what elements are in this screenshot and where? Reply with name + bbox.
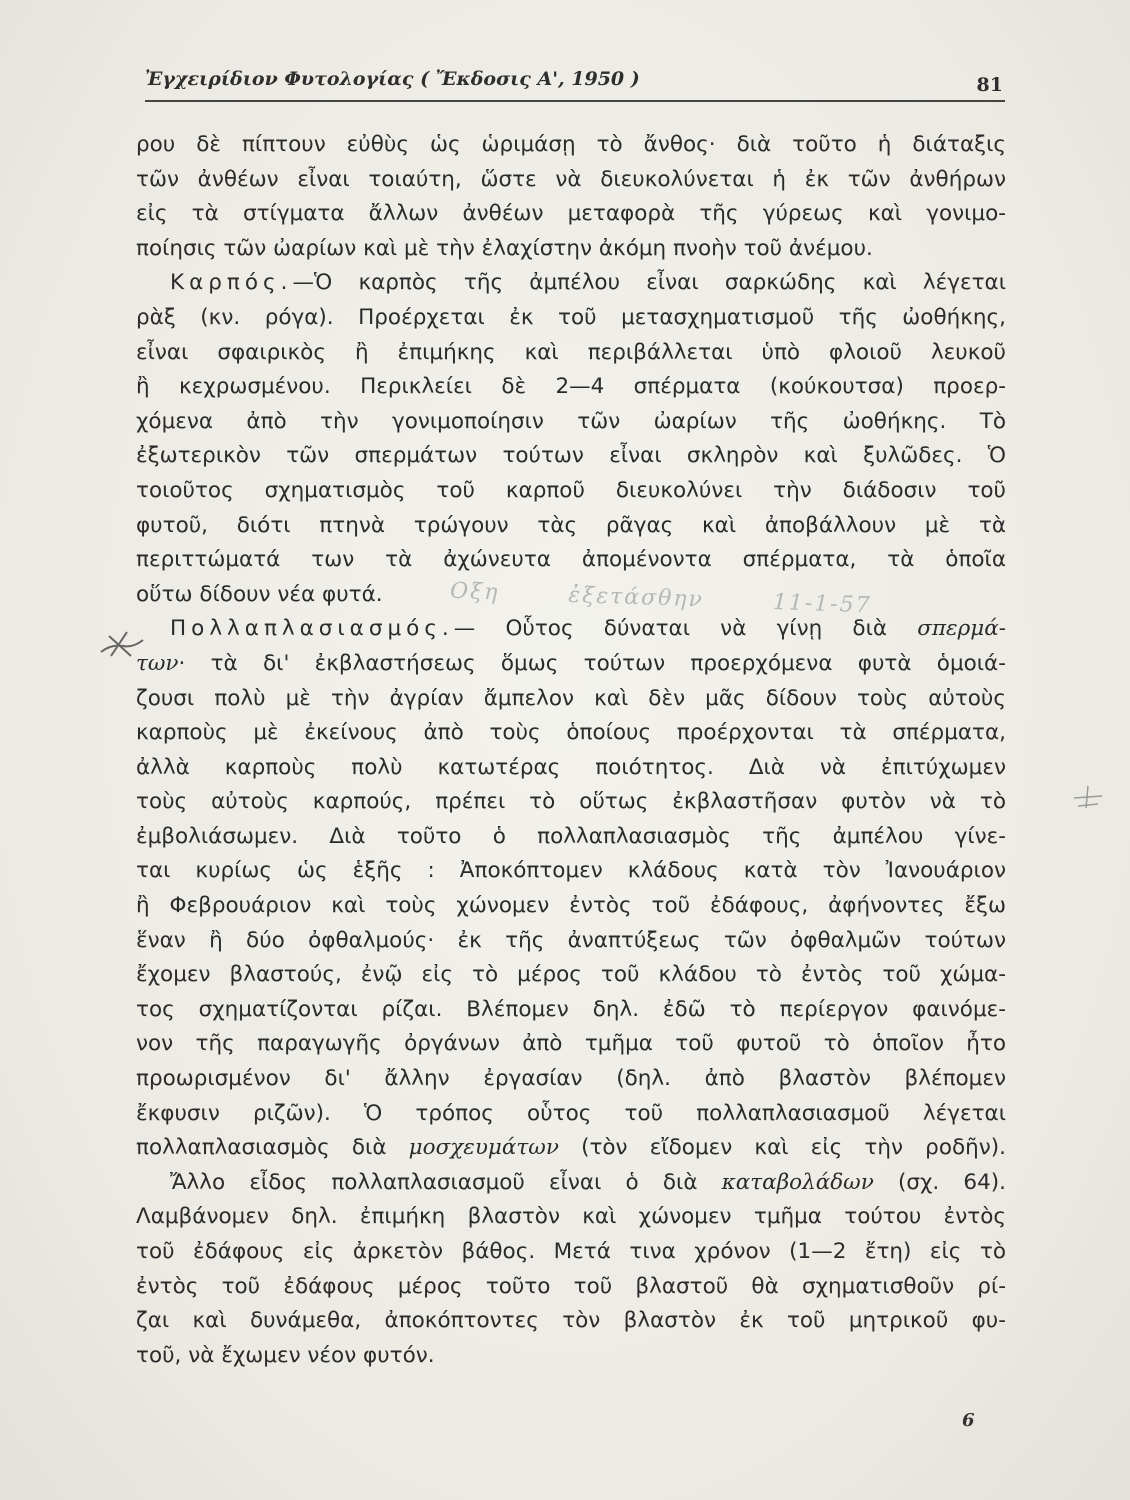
text-line: τοῦ ἐδάφους εἰς ἀρκετὸν βάθος. Μετά τινα χρόνον (1—2 ἔτη) εἰς τὸ (136, 1239, 1006, 1264)
header-rule (145, 100, 1005, 102)
margin-check-mark-icon (97, 622, 147, 662)
text-line: εἶναι σφαιρικὸς ἢ ἐπιμήκης καὶ περιβάλλεται ὑπὸ φλοιοῦ λευκοῦ (136, 339, 1006, 365)
text-line: ἔχομεν βλαστούς, ἐνῷ εἰς τὸ μέρος τοῦ κλάδου τὸ ἐντὸς τοῦ χώμα- (136, 962, 1006, 988)
text-line: ἔκφυσιν ριζῶν). Ὁ τρόπος οὗτος τοῦ πολλαπλασιασμοῦ λέγεται (136, 1100, 1006, 1126)
text-line: τῶν ἀνθέων εἶναι τοιαύτη, ὥστε νὰ διευκολύνεται ἡ ἐκ τῶν ἀνθήρων (136, 166, 1006, 192)
handwritten-date: 11-1-57 (772, 589, 873, 619)
text-line: καρποὺς μὲ ἐκείνους ἀπὸ τοὺς ὁποίους προέρχονται τὰ σπέρματα, (136, 720, 1006, 746)
text-line: πολλαπλασιασμὸς διὰ μοσχευμάτων (τὸν εἴδομεν καὶ εἰς τὴν ροδῆν). (136, 1135, 1006, 1161)
text-line: τοιοῦτος σχηματισμὸς τοῦ καρποῦ διευκολύνει τὴν διάδοσιν τοῦ (136, 477, 1006, 503)
text-line: περιττώματά των τὰ ἀχώνευτα ἀπομένοντα σπέρματα, τὰ ὁποῖα (136, 547, 1006, 573)
text-line: ἐμβολιάσωμεν. Διὰ τοῦτο ὁ πολλαπλασιασμὸς τῆς ἀμπέλου γίνε- (136, 823, 1006, 849)
section-heading-fruit: Καρπός. (170, 270, 293, 296)
text-line: τοὺς αὐτοὺς καρπούς, πρέπει τὸ οὕτως ἐκβλαστῆσαν φυτὸν νὰ τὸ (136, 789, 1006, 815)
handwritten-word: Οξη (449, 578, 500, 606)
text-line: ζουσι πολὺ μὲ τὴν ἀγρίαν ἄμπελον καὶ δὲν μᾶς δίδουν τοὺς αὐτοὺς (136, 685, 1006, 711)
text-line: ἕναν ἢ δύο ὀφθαλμούς· ἐκ τῆς ἀναπτύξεως τῶν ὀφθαλμῶν τούτων (136, 927, 1006, 953)
text-line: χόμενα ἀπὸ τὴν γονιμοποίησιν τῶν ὠαρίων τῆς ὠοθήκης. Τὸ (136, 408, 1006, 434)
text-line: των· τὰ δι' ἐκβλαστήσεως ὅμως τούτων προερχόμενα φυτὰ ὁμοιά- (136, 650, 1006, 676)
margin-scribble-icon (1070, 778, 1106, 814)
handwritten-word-2: ἐξετάσθην (567, 582, 705, 613)
running-title: Ἐγχειρίδιον Φυτολογίας ( Ἔκδοσις Α', 1950 ) (145, 68, 640, 90)
text-line: τος σχηματίζονται ρίζαι. Βλέπομεν δηλ. ἐδῶ τὸ περίεργον φαινόμε- (136, 996, 1006, 1022)
text-line: ἢ Φεβρουάριον καὶ τοὺς χώνομεν ἐντὸς τοῦ ἐδάφους, ἀφήνοντες ἔξω (136, 893, 1006, 919)
text-line: ρου δὲ πίπτουν εὐθὺς ὡς ὡριμάσῃ τὸ ἄνθος· διὰ τοῦτο ἡ διάταξις (136, 132, 1006, 157)
text-line: νον τῆς παραγωγῆς ὀργάνων ἀπὸ τμῆμα τοῦ φυτοῦ τὸ ὁποῖον ἦτο (136, 1031, 1006, 1057)
text-line: Ἄλλο εἶδος πολλαπλασιασμοῦ εἶναι ὁ διὰ καταβολάδων (σχ. 64). (170, 1169, 1006, 1195)
text-line: ἢ κεχρωσμένου. Περικλείει δὲ 2—4 σπέρματα (κούκουτσα) προερ- (136, 374, 1006, 400)
text-line: ποίησις τῶν ὠαρίων καὶ μὲ τὴν ἐλαχίστην ἀκόμη πνοὴν τοῦ ἀνέμου. (136, 235, 873, 261)
text-line: οὕτω δίδουν νέα φυτά. (136, 581, 383, 607)
text-line: Καρπός.—Ὁ καρπὸς τῆς ἀμπέλου εἶναι σαρκώδης καὶ λέγεται (170, 270, 1006, 296)
text-line: φυτοῦ, διότι πτηνὰ τρώγουν τὰς ρᾶγας καὶ ἀποβάλλουν μὲ τὰ (136, 512, 1006, 538)
text-line: ἐντὸς τοῦ ἐδάφους μέρος τοῦτο τοῦ βλαστοῦ θὰ σχηματισθοῦν ρί- (136, 1273, 1006, 1299)
text-line: Λαμβάνομεν δηλ. ἐπιμήκη βλαστὸν καὶ χώνομεν τμῆμα τούτου ἐντὸς (136, 1204, 1006, 1230)
signature-mark: 6 (962, 1410, 975, 1431)
text-line: Πολλαπλασιασμός.— Οὗτος δύναται νὰ γίνῃ διὰ σπερμά- (170, 616, 1006, 642)
text-line: τοῦ, νὰ ἔχωμεν νέον φυτόν. (136, 1342, 435, 1368)
text-line: ται κυρίως ὡς ἑξῆς : Ἀποκόπτομεν κλάδους κατὰ τὸν Ἰανουάριον (136, 858, 1006, 884)
text-line: εἰς τὰ στίγματα ἄλλων ἀνθέων μεταφορὰ τῆς γύρεως καὶ γονιμο- (136, 201, 1006, 227)
page-header (145, 68, 1003, 100)
page-number: 81 (976, 74, 1003, 96)
section-heading-propagation: Πολλαπλασιασμός. (170, 616, 454, 642)
text-line: ἀλλὰ καρποὺς πολὺ κατωτέρας ποιότητος. Διὰ νὰ ἐπιτύχωμεν (136, 754, 1006, 780)
text-line: προωρισμένον δι' ἄλλην ἐργασίαν (δηλ. ἀπὸ βλαστὸν βλέπομεν (136, 1066, 1006, 1092)
body-text (136, 128, 1006, 1373)
text-line: ρὰξ (κν. ρόγα). Προέρχεται ἐκ τοῦ μετασχηματισμοῦ τῆς ὠοθήκης, (136, 304, 1006, 330)
text-line: ἐξωτερικὸν τῶν σπερμάτων τούτων εἶναι σκληρὸν καὶ ξυλῶδες. Ὁ (136, 443, 1006, 469)
text-line: ζαι καὶ δυνάμεθα, ἀποκόπτοντες τὸν βλαστὸν ἐκ τοῦ μητρικοῦ φυ- (136, 1308, 1006, 1334)
